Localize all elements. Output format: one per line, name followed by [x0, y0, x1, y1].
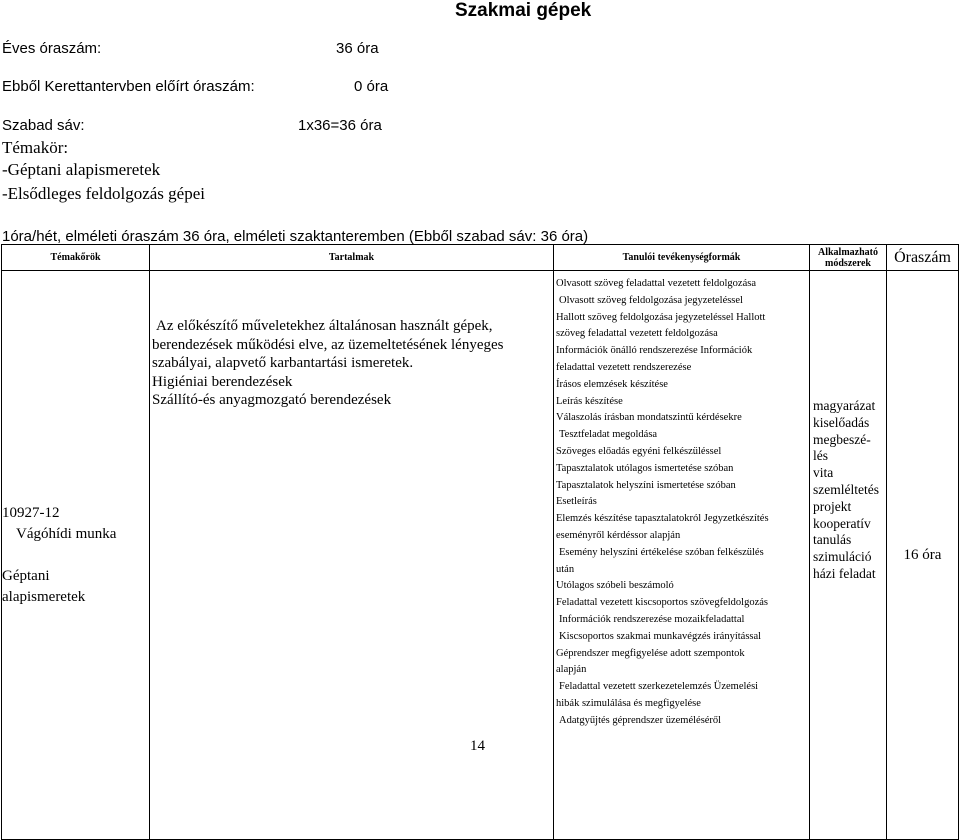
content-line: berendezések működési elve, az üzemeltetésének lényeges — [152, 336, 504, 353]
method-item: megbeszé- — [813, 431, 871, 447]
method-item: kiselőadás — [813, 414, 870, 430]
free-band-label: Szabad sáv: — [2, 117, 85, 134]
framework-hours-value: 0 óra — [354, 78, 389, 95]
topic-module: Vágóhídi munka — [16, 525, 117, 542]
content-cell — [150, 271, 554, 840]
topic-item-feldolgozas: -Elsődleges feldolgozás gépei — [2, 184, 205, 203]
topic-name-line1: Géptani — [2, 567, 50, 584]
header-hours: Óraszám — [887, 245, 959, 271]
topic-item-geptani: -Géptani alapismeretek — [2, 160, 161, 179]
page-number: 14 — [470, 738, 485, 754]
method-item: projekt — [813, 498, 852, 514]
topic-cell — [2, 271, 150, 840]
method-item: vita — [813, 465, 834, 481]
topic-code: 10927-12 — [2, 504, 60, 521]
method-item: magyarázat — [813, 398, 876, 413]
method-item: kooperatív — [813, 515, 871, 531]
activity-item: Feladattal vezetett kiscsoportos szövegfeldolgozás — [556, 597, 768, 609]
activity-item: után — [556, 563, 575, 575]
activity-item: Esemény helyszíni értékelése szóban felkészülés — [559, 546, 764, 558]
activity-item: alapján — [556, 664, 587, 676]
activity-item: Kiscsoportos szakmai munkavégzés irányítással — [559, 630, 762, 642]
activity-item: Szöveges előadás egyéni felkészüléssel — [556, 445, 722, 457]
content-line: szabályai, alapvető karbantartási ismeretek. — [152, 355, 414, 371]
activities-cell — [554, 271, 810, 840]
free-band-value: 1x36=36 óra — [298, 117, 382, 134]
activity-item: Hallott szöveg feldolgozása jegyzeteléssel Hallott — [556, 311, 766, 323]
activity-item: Olvasott szöveg feldolgozása jegyzeteléssel — [559, 294, 743, 306]
method-item: tanulás — [813, 532, 852, 548]
method-item: szemléltetés — [813, 481, 879, 497]
activity-item: Elemzés készítése tapasztalatokról Jegyzetkészítés — [556, 513, 769, 525]
activity-item: Adatgyűjtés géprendszer üzeméléséről — [559, 714, 722, 726]
activity-item: Géprendszer megfigyelése adott szempontok — [556, 647, 745, 659]
header-activities: Tanulói tevékenységformák — [554, 245, 810, 271]
topics-label: Témakör: — [2, 138, 69, 157]
activity-item: Tapasztalatok utólagos ismertetése szóban — [556, 462, 734, 474]
header-methods: Alkalmazható módszerek — [810, 245, 887, 271]
weekly-note: 1óra/hét, elméleti óraszám 36 óra, elméleti szaktanteremben (Ebből szabad sáv: 36 óra) — [2, 228, 589, 245]
activity-item: feladattal vezetett rendszerezése — [556, 361, 692, 373]
activity-item: Információk rendszerezése mozaikfeladattal — [559, 613, 745, 625]
annual-hours-value: 36 óra — [336, 40, 379, 57]
activity-item: Leírás készítése — [556, 395, 623, 407]
table-header-row — [2, 245, 959, 271]
activity-item: eseményről kérdéssor alapján — [556, 529, 681, 541]
content-line: Az előkészítő műveletekhez általánosan használt gépek, — [156, 318, 493, 334]
activity-item: szöveg feladattal vezetett feldolgozása — [556, 328, 718, 340]
framework-hours-label: Ebből Kerettantervben előírt óraszám: — [2, 78, 255, 95]
content-line: Higiéniai berendezések — [152, 373, 293, 390]
content-line: Szállító-és anyagmozgató berendezések — [152, 392, 392, 408]
activity-item: Információk önálló rendszerezése Információk — [556, 345, 753, 357]
activity-item: Tesztfeladat megoldása — [559, 429, 658, 441]
activity-item: Tapasztalatok helyszíni ismertetése szóban — [556, 479, 736, 491]
topic-name-line2: alapismeretek — [2, 588, 86, 605]
activity-item: Írásos elemzések készítése — [556, 378, 668, 390]
methods-cell — [810, 271, 887, 840]
method-item: házi feladat — [813, 565, 876, 581]
activity-item: Válaszolás írásban mondatszintű kérdésekre — [556, 412, 742, 424]
activity-item: Esetleírás — [556, 496, 597, 508]
header-content: Tartalmak — [150, 245, 554, 271]
activity-item: hibák szimulálása és megfigyelése — [556, 697, 701, 709]
topic-spacer — [2, 545, 149, 566]
method-item: szimuláció — [813, 549, 872, 565]
page-title: Szakmai gépek — [455, 0, 592, 21]
annual-hours-label: Éves óraszám: — [2, 40, 102, 57]
hours-cell: 16 óra — [887, 271, 959, 840]
activity-item: Utólagos szóbeli beszámoló — [556, 580, 674, 592]
header-topics: Témakőrök — [2, 245, 150, 271]
activity-item: Feladattal vezetett szerkezetelemzés Üzemelési — [559, 681, 759, 693]
activity-item: Olvasott szöveg feladattal vezetett feldolgozása — [556, 278, 756, 289]
method-item: lés — [813, 448, 828, 464]
